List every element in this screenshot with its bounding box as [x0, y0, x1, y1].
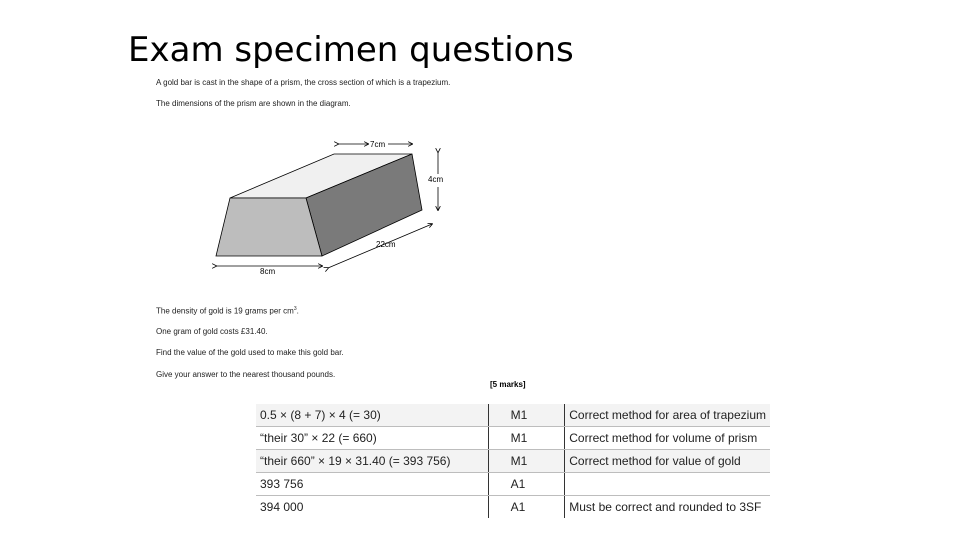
- comment-cell: Correct method for volume of prism: [565, 427, 770, 450]
- table-row: [256, 404, 770, 427]
- table-row: [256, 450, 770, 473]
- question-intro: A gold bar is cast in the shape of a prism, the cross section of which is a trapezium.: [156, 78, 451, 87]
- working-cell: 0.5 × (8 + 7) × 4 (= 30): [256, 404, 488, 427]
- slide-title: Exam specimen questions: [128, 30, 574, 70]
- table-row: [256, 473, 770, 496]
- table-row: [256, 427, 770, 450]
- comment-cell: Correct method for area of trapezium: [565, 404, 770, 427]
- base-dimension-label: 8cm: [260, 267, 276, 276]
- comment-cell: Must be correct and rounded to 3SF: [565, 496, 770, 519]
- comment-cell: [565, 473, 770, 496]
- comment-cell: Correct method for value of gold: [565, 450, 770, 473]
- density-statement: The density of gold is 19 grams per $cm^3$.: [156, 306, 299, 316]
- mark-cell: A1: [488, 496, 565, 519]
- mark-cell: M1: [488, 450, 565, 473]
- working-cell: “their 660” × 19 × 31.40 (= 393 756): [256, 450, 488, 473]
- prism-diagram: [200, 132, 460, 282]
- table-row: [256, 496, 770, 519]
- length-dimension-label: 22cm: [376, 240, 396, 249]
- mark-scheme-table: [256, 404, 770, 518]
- cost-statement: One gram of gold costs £31.40.: [156, 327, 268, 336]
- prism-front-face: [216, 198, 322, 256]
- mark-cell: A1: [488, 473, 565, 496]
- task-statement: Find the value of the gold used to make this gold bar.: [156, 348, 344, 357]
- top-dimension-label: 7cm: [370, 140, 386, 149]
- marks-label: [5 marks]: [490, 380, 526, 389]
- rounding-instruction: Give your answer to the nearest thousand pounds.: [156, 370, 336, 379]
- working-cell: 394 000: [256, 496, 488, 519]
- working-cell: “their 30” × 22 (= 660): [256, 427, 488, 450]
- mark-cell: M1: [488, 427, 565, 450]
- working-cell: 393 756: [256, 473, 488, 496]
- mark-cell: M1: [488, 404, 565, 427]
- question-dimensions-note: The dimensions of the prism are shown in the diagram.: [156, 99, 351, 108]
- height-dimension-label: 4cm: [428, 175, 444, 184]
